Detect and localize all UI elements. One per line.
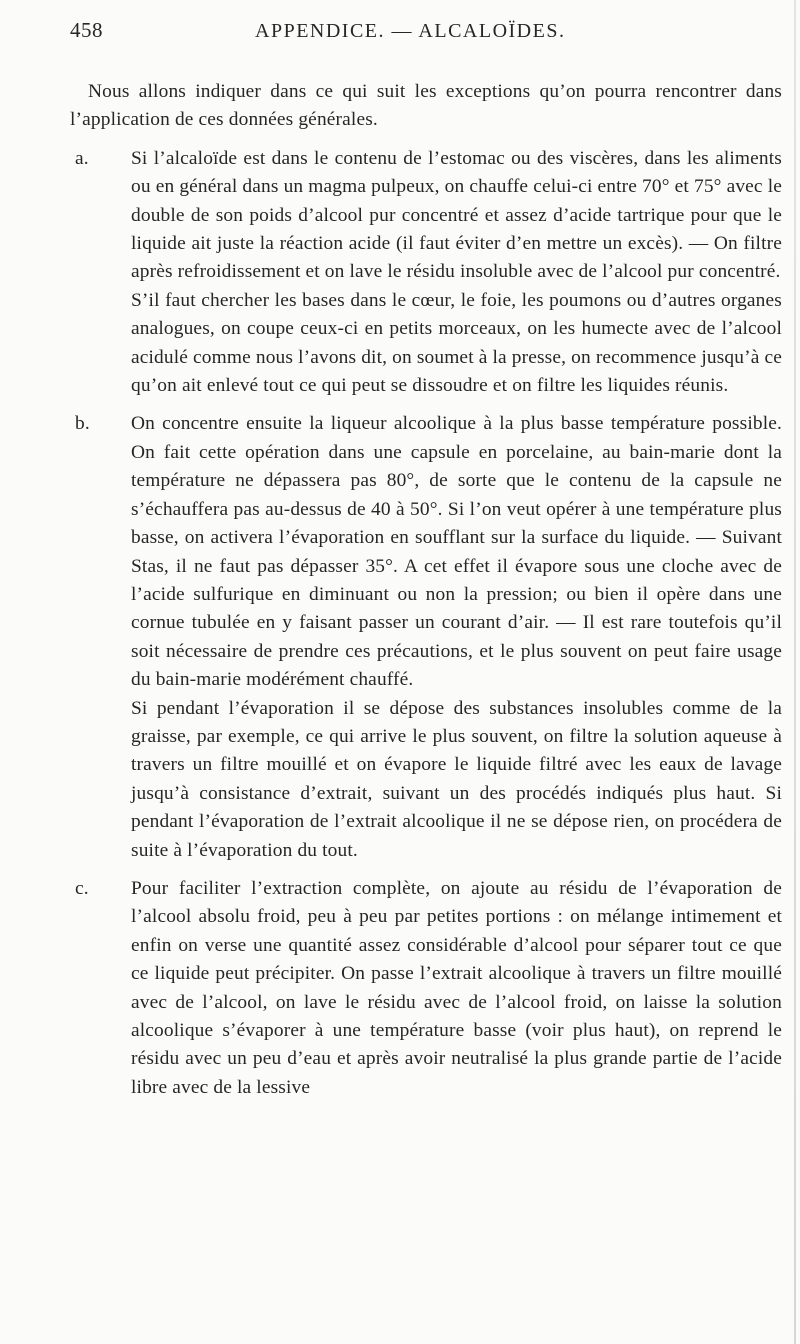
page-number: 458 (70, 18, 103, 42)
page-edge (794, 0, 796, 1344)
page-body (70, 78, 782, 1102)
intro-paragraph: Nous allons indiquer dans ce qui suit les exceptions qu’on pourra rencontrer dans l’application de ces données générales. (70, 81, 782, 131)
item-marker: c. (75, 877, 89, 899)
item-paragraph: Si pendant l’évaporation il se dépose des substances insolubles comme de la graisse, par exemple, ce qui arrive le plus souvent, on filtre la solution aqueuse à travers un filtre mouillé et on évapore le liquide filtré avec les eaux de lavage jusqu’à consistance d’extrait, suivant un des procédés indiqués plus haut. Si pendant l’évaporation de l’extrait alcoolique il ne se dépose rien, on procédera de suite à l’évaporation du tout. (131, 697, 782, 861)
item-marker: b. (75, 413, 90, 435)
item-paragraph: S’il faut chercher les bases dans le cœur, le foie, les poumons ou d’autres organes analogues, on coupe ceux-ci en petits morceaux, on les humecte avec de l’alcool acidulé comme nous l’avons dit, on soumet à la presse, on recommence jusqu’à ce qu’on ait enlevé tout ce qui peut se dissoudre et on filtre les liquides réunis. (131, 289, 783, 397)
list-item-c (70, 875, 782, 1102)
page-header (70, 18, 778, 48)
item-paragraph: Si l’alcaloïde est dans le contenu de l’estomac ou des viscères, dans les aliments ou en général dans un magma pulpeux, on chauffe celui-ci entre 70° et 75° avec le double de son poids d’alcool pur concentré et assez d’acide tartrique pour que le liquide ait juste la réaction acide (il faut éviter d’en mettre un excès). — On filtre après refroidissement et on lave le résidu insoluble avec de l’alcool pur concentré. (131, 147, 782, 283)
running-head: APPENDICE. — ALCALOÏDES. (255, 20, 566, 42)
list-item-b (70, 410, 782, 865)
list-item-a (70, 145, 782, 401)
item-paragraph: On concentre ensuite la liqueur alcoolique à la plus basse température possible. On fait cette opération dans une capsule en porcelaine, au bain-marie dont la température ne dépassera pas 80°, de sorte que le contenu de la capsule ne s’échauffera pas au-dessus de 40 à 50°. Si l’on veut opérer à une température plus basse, on activera l’évaporation en soufflant sur la surface du liquide. — Suivant Stas, il ne faut pas dépasser 35°. A cet effet il évapore sous une cloche avec de l’acide sulfurique en diminuant ou non la pression; ou bien il opère dans une cornue tubulée en y faisant passer un courant d’air. — Il est rare toutefois qu’il soit nécessaire de prendre ces précautions, et le plus souvent on peut faire usage du bain-marie modérément chauffé. (131, 413, 782, 691)
item-marker: a. (75, 147, 89, 169)
item-paragraph: Pour faciliter l’extraction complète, on ajoute au résidu de l’évaporation de l’alcool absolu froid, peu à peu par petites portions : on mélange intimement et enfin on verse une quantité assez considérable d’alcool pour séparer tout ce que ce liquide peut précipiter. On passe l’extrait alcoolique à travers un filtre mouillé avec de l’alcool, on lave le résidu avec de l’alcool froid, on laisse la solution alcoolique s’évaporer à une température basse (voir plus haut), on reprend le résidu avec un peu d’eau et après avoir neutralisé la plus grande partie de l’acide libre avec de la lessive (131, 877, 782, 1098)
